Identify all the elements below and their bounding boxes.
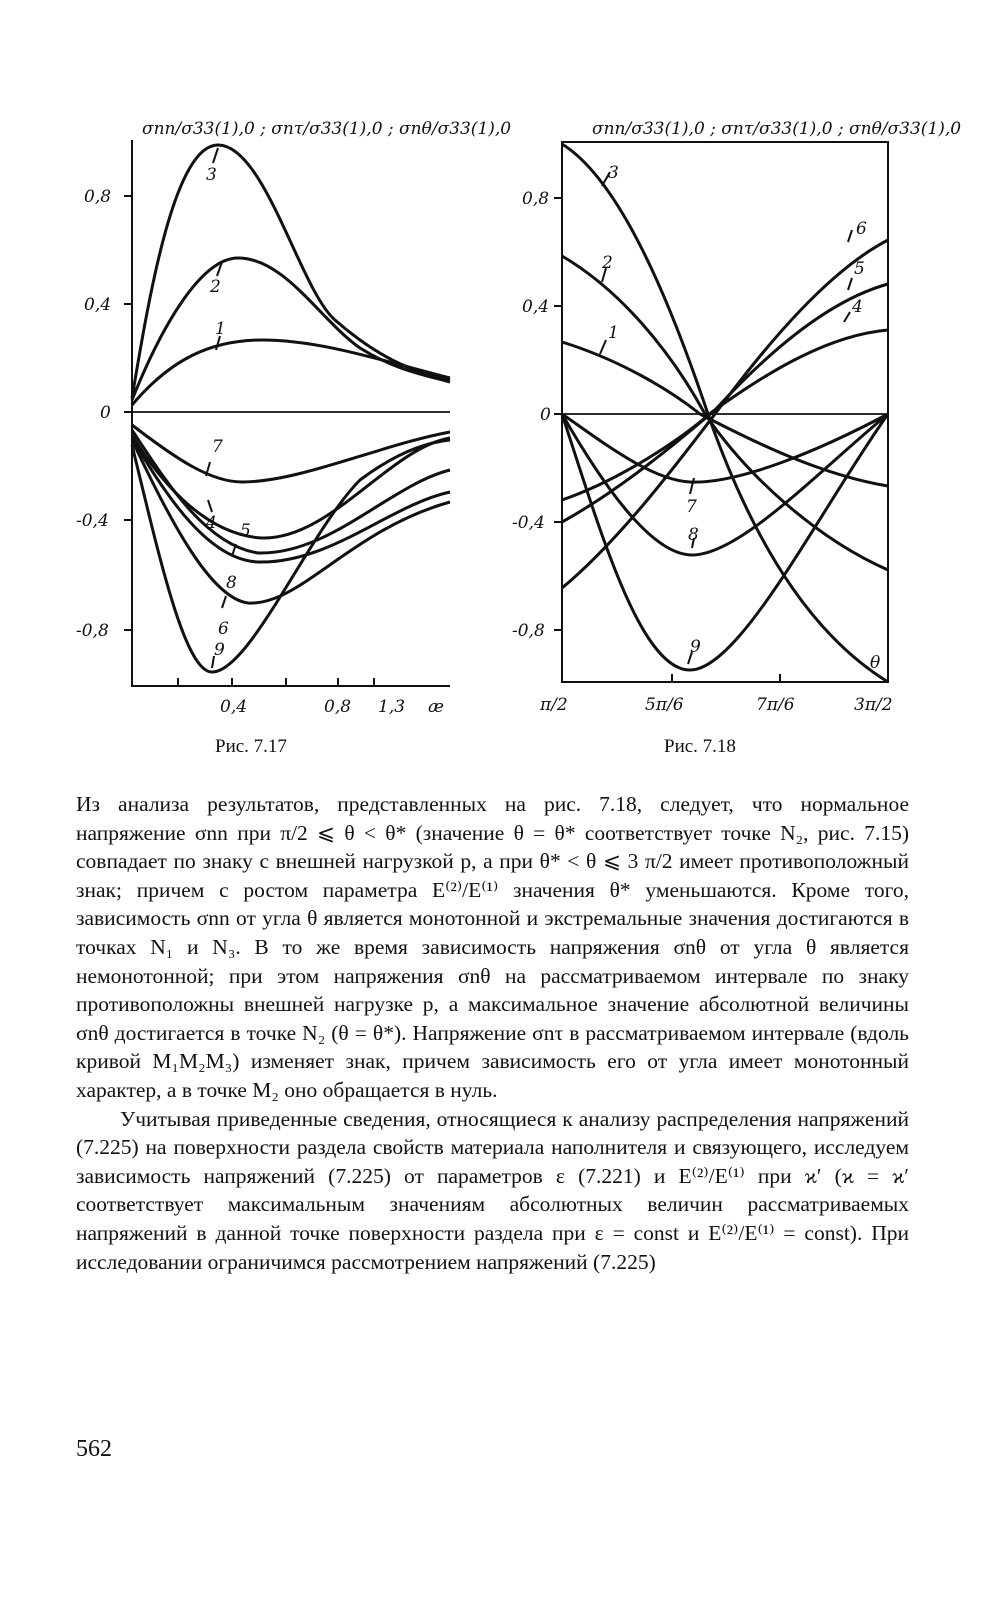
figure-7-17-curve-label: 6: [218, 619, 229, 639]
figure-7-18-ytick: 0,8: [522, 189, 550, 209]
figure-7-17: [76, 119, 511, 757]
figure-7-18-curve-label: 2: [602, 253, 613, 273]
figure-7-17-curve-2: [132, 258, 450, 400]
figure-7-18-xtick: 5π/6: [645, 695, 684, 715]
figure-7-17-xtick: 0,4: [220, 697, 248, 717]
figure-7-17-ytick: 0,8: [84, 187, 112, 207]
figure-7-18-curve-label: 4: [852, 297, 863, 317]
figure-7-18-curve-label: 6: [856, 219, 867, 239]
figure-7-17-curve-label: 5: [240, 521, 251, 541]
figure-7-17-axes: [132, 140, 450, 686]
figure-7-18-curve-2: [562, 256, 888, 570]
figure-7-18-curve-label: 3: [608, 163, 619, 183]
figure-7-17-ylabel: σnn/σ33(1),0 ; σnτ/σ33(1),0 ; σnθ/σ33(1),0: [142, 119, 512, 139]
figure-7-18-ytick: 0,4: [522, 297, 550, 317]
figure-7-17-caption: Рис. 7.17: [215, 736, 287, 757]
figure-7-17-ytick: 0: [100, 403, 111, 423]
figure-7-18-caption: Рис. 7.18: [664, 736, 736, 757]
figure-7-18-xtick: 3π/2: [854, 695, 893, 715]
paragraph: Из анализа результатов, представленных на рис. 7.18, следует, что нормальное напряжение σnn при π/2 ⩽ θ < θ* (значение θ = θ* соответствует точке N₂, рис. 7.15) совпадает по знаку с внешней нагрузкой p, а при θ* < θ ⩽ 3 π/2 имеет противоположный знак; причем с ростом параметра E⁽²⁾/E⁽¹⁾ значения θ* уменьшаются. Кроме того, зависимость σnn от угла θ является монотонной и экстремальные значения достигаются в точках N₁ и N₃. В то же время зависимость напряжения σnθ от угла θ является немонотонной; при этом напряжения σnθ на рассматриваемом интервале по знаку противоположны внешней нагрузке p, а максимальное значение абсолютной величины σnθ достигается в точке N₂ (θ = θ*). Напряжение σnτ в рассматриваемом интервале (вдоль кривой M₁M₂M₃) изменяет знак, причем зависимость его от угла имеет монотонный характер, а в точке M₂ оно обращается в нуль.: [76, 792, 909, 1102]
figure-7-17-curve-label: 1: [215, 319, 226, 339]
figure-7-17-curve-3: [132, 145, 450, 398]
figure-7-17-xtick: æ: [428, 697, 444, 717]
figure-7-17-curve-label: 7: [212, 437, 223, 457]
figure-7-17-curve-label: 8: [226, 573, 237, 593]
figure-7-18-xtick: π/2: [540, 695, 568, 715]
figure-7-18-ytick: 0: [540, 405, 551, 425]
figure-7-17-curve-label: 3: [206, 165, 217, 185]
body-text: [76, 790, 909, 1276]
figure-7-18-curve-8: [562, 414, 888, 555]
figure-7-17-curve-label: 9: [214, 640, 225, 660]
figures: [0, 0, 999, 780]
figure-7-18-curve-label: 5: [854, 259, 865, 279]
figure-7-18-xtick: 7π/6: [756, 695, 795, 715]
figure-7-18-ytick: -0,4: [512, 513, 545, 533]
figure-7-17-curve-1: [132, 340, 450, 405]
figure-7-17-xtick: 0,8: [324, 697, 352, 717]
figure-7-18-curve-label: 7: [686, 497, 697, 517]
figure-7-17-curve-label: 4: [206, 513, 217, 533]
figure-7-18-curve-label: 1: [608, 323, 619, 343]
figure-7-17-xtick: 1,3: [378, 697, 406, 717]
paragraph: Учитывая приведенные сведения, относящиеся к анализу распределения напряжений (7.225) на поверхности раздела свойств материала наполнителя и связующего, исследуем зависимость напряжений (7.225) от параметров ε (7.221) и E⁽²⁾/E⁽¹⁾ при ϰ′ (ϰ = ϰ′ соответствует максимальным значениям абсолютных величин рассматриваемых напряжений в данной точке поверхности раздела при ε = const и E⁽²⁾/E⁽¹⁾ = const). При исследовании ограничимся рассмотрением напряжений (7.225): [76, 1106, 909, 1274]
figure-7-18: [512, 119, 961, 757]
figure-7-18-curve-3: [562, 144, 888, 682]
figure-7-18-ylabel: σnn/σ33(1),0 ; σnτ/σ33(1),0 ; σnθ/σ33(1),0: [592, 119, 962, 139]
figure-7-17-ytick: 0,4: [84, 295, 112, 315]
figure-7-17-curve-label: 2: [210, 277, 221, 297]
figure-7-17-ytick: -0,4: [76, 511, 109, 531]
figure-7-18-ytick: -0,8: [512, 621, 545, 641]
figure-7-18-curve-label: θ: [870, 653, 881, 673]
figure-7-17-curve-5: [132, 435, 450, 538]
figure-7-18-frame: [562, 142, 888, 682]
figure-7-18-curve-7: [562, 414, 888, 482]
figure-7-18-curve-label: 8: [688, 525, 699, 545]
figure-7-18-curve-label: 9: [690, 637, 701, 657]
figure-7-17-ytick: -0,8: [76, 621, 109, 641]
page-number: 562: [76, 1436, 112, 1462]
